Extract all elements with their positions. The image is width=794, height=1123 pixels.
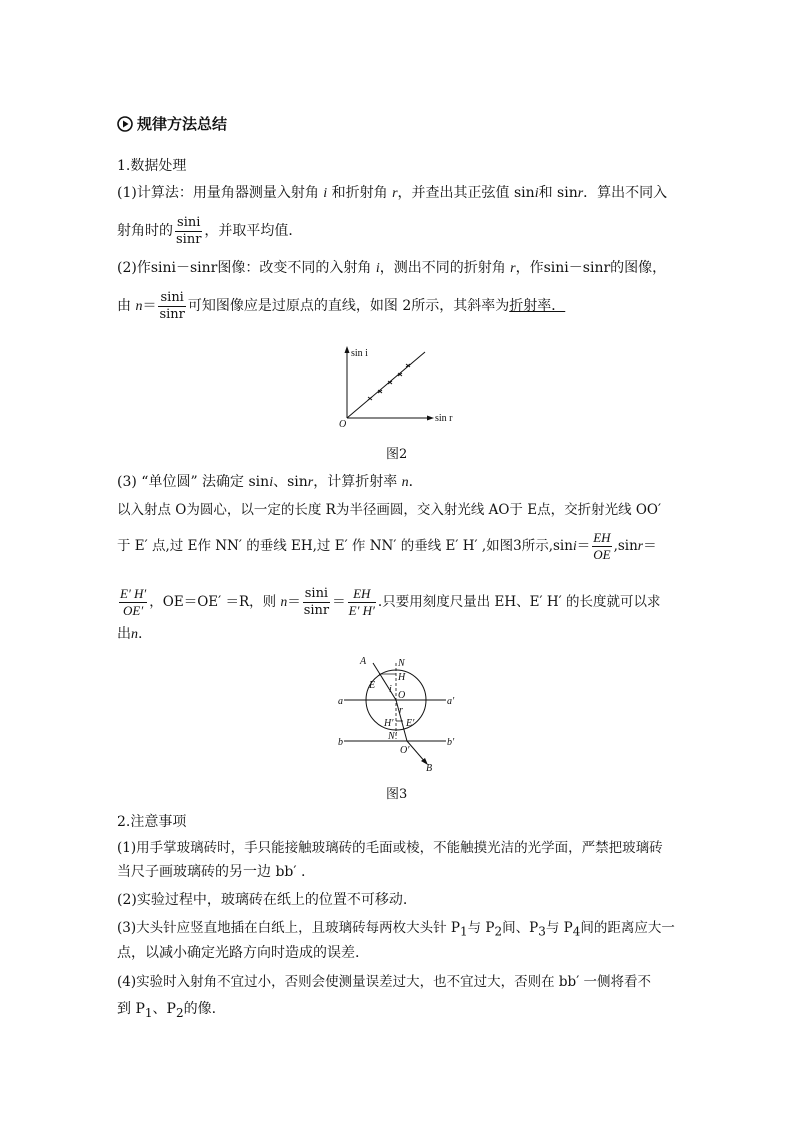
section-heading <box>117 113 227 134</box>
svg-text:O′: O′ <box>400 745 410 756</box>
para-3-line-2: 以入射点 O为圆心，以一定的长度 R为半径画圆，交入射光线 AO于 E点，交折射光线 OO′ <box>117 502 662 518</box>
svg-text:H: H <box>398 672 406 683</box>
note-1-line-1: (1)用手掌玻璃砖时，手只能接触玻璃砖的毛面或棱，不能触摸光洁的光学面，严禁把玻璃砖 <box>117 840 663 856</box>
svg-text:A: A <box>360 656 367 667</box>
circle-play-icon <box>117 116 133 132</box>
fraction-sini-sinr: $\frac{\sin i}{\sin r}$ <box>176 214 202 247</box>
para-3-line-5: 出n. <box>117 626 143 642</box>
x-axis-label: sin r <box>435 413 453 424</box>
heading-title: 规律方法总结 <box>137 115 228 133</box>
figure-3 <box>338 653 458 773</box>
para-2-line-2: 由 n＝ $\frac{\sin i}{\sin r}$ 可知图像应是过原点的直线，如图 2所示，其斜率为折射率． <box>117 289 566 322</box>
svg-text:B: B <box>426 763 433 773</box>
svg-text:N: N <box>398 658 405 669</box>
figure-2 <box>335 340 460 430</box>
section-2-title: 2.注意事项 <box>117 814 187 830</box>
para-3-line-4: $\frac{E' H'}{OE'}$ ，OE＝OE′ ＝R，则 n＝ $\frac{\sin i}{\sin r}$ ＝ $\frac{EH}{E' H'}$ .只要用刻度尺量出 EH、E′ H′ 的长度就可以求 <box>120 586 661 618</box>
svg-text:b: b <box>338 737 343 748</box>
svg-text:H′: H′ <box>384 718 394 729</box>
svg-text:r: r <box>399 705 403 716</box>
para-1-line-2: 射角时的 $\frac{\sin i}{\sin r}$ ，并取平均值． <box>117 214 303 247</box>
incident-ray <box>373 663 396 700</box>
note-4-line-2: 到 $P_1$、$P_2$的像. <box>117 1001 217 1020</box>
para-3-line-3: 于 E′ 点,过 E作 NN′ 的垂线 EH,过 E′ 作 NN′ 的垂线 E′ H′ ,如图3所示,sini＝ $\frac{EH}{OE}$ ,sinr＝ <box>117 530 657 562</box>
para-1-line-1: (1)计算法：用量角器测量入射角 i 和折射角 r，并查出其正弦值 sini和 sinr．算出不同入 <box>117 185 668 201</box>
svg-text:i: i <box>389 684 392 695</box>
slope-answer: 折射率． <box>509 298 566 314</box>
svg-text:E′: E′ <box>406 718 415 729</box>
svg-text:a′: a′ <box>447 696 455 707</box>
para-3-line-1: (3) “单位圆” 法确定 sini、sinr，计算折射率 n． <box>117 474 423 490</box>
figure-3-caption: 图3 <box>386 787 408 802</box>
para-2-line-1: (2)作sini－sinr图像：改变不同的入射角 i，测出不同的折射角 r，作sini－sinr的图像， <box>117 260 667 276</box>
note-3-line-2: 点，以减小确定光路方向时造成的误差. <box>117 945 360 961</box>
svg-text:O: O <box>398 690 406 701</box>
note-4-line-1: (4)实验时入射角不宜过小，否则会使测量误差过大，也不宜过大，否则在 bb′ 一侧将看不 <box>117 974 652 990</box>
section-1-title: 1.数据处理 <box>117 158 187 174</box>
note-2: (2)实验过程中，玻璃砖在纸上的位置不可移动. <box>117 892 408 908</box>
origin-label: O <box>339 419 347 430</box>
svg-text:a: a <box>338 696 343 707</box>
svg-text:b′: b′ <box>447 737 455 748</box>
best-fit-line <box>347 352 425 418</box>
svg-text:E: E <box>369 680 376 691</box>
y-axis-label: sin i <box>351 348 368 359</box>
note-1-line-2: 当尺子画玻璃砖的另一边 bb′ . <box>117 864 306 880</box>
note-3-line-1: (3)大头针应竖直地插在白纸上，且玻璃砖每两枚大头针 $P_1$与 $P_2$间、$P_3$与 $P_4$间的距离应大一 <box>117 920 675 939</box>
svg-text:N′: N′ <box>388 731 397 742</box>
figure-2-caption: 图2 <box>386 447 408 462</box>
